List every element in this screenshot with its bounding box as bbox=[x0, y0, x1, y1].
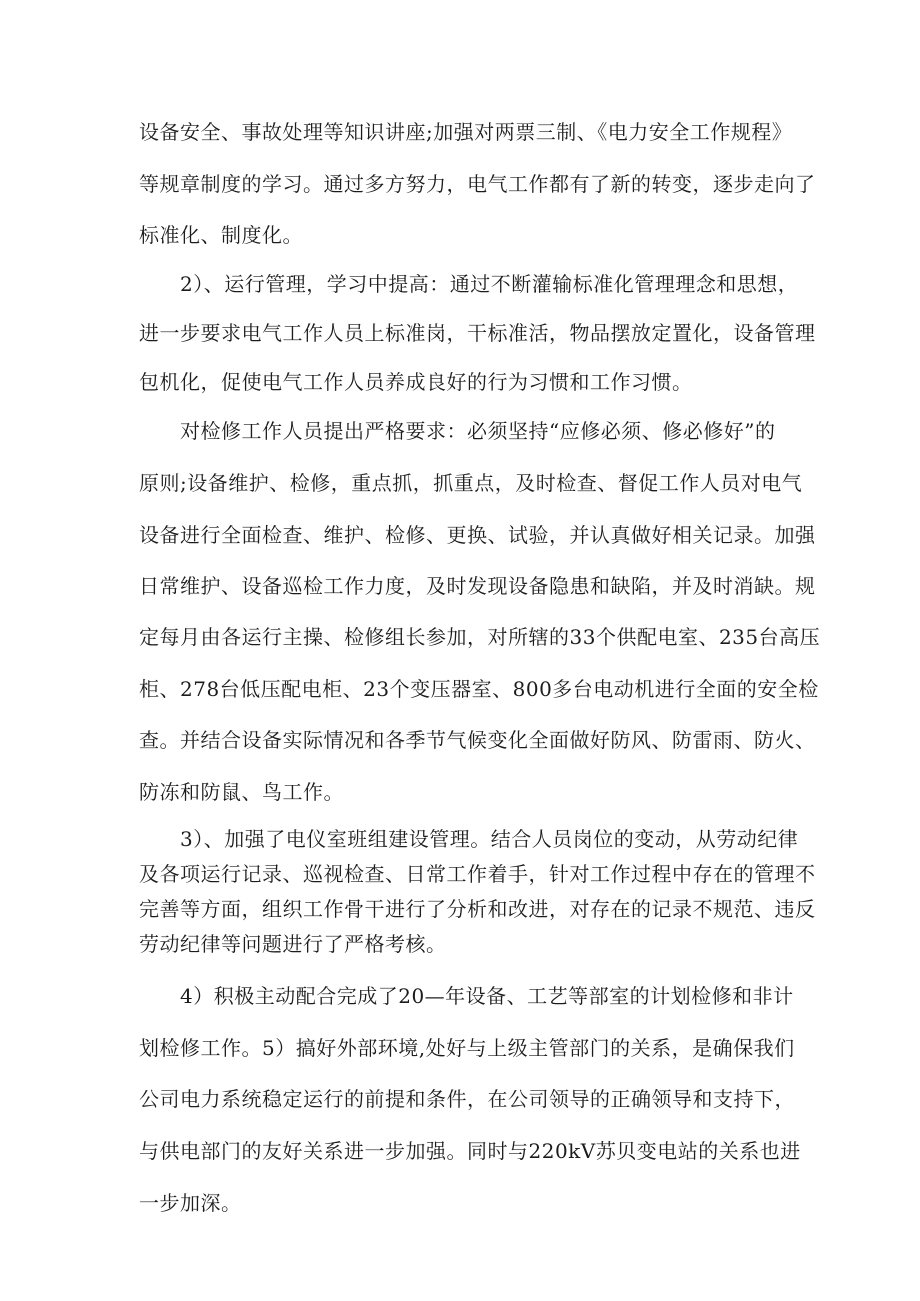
text-line: 包机化，促使电气工作人员养成良好的行为习惯和工作习惯。 bbox=[139, 370, 693, 394]
text-line: 防冻和防鼠、鸟工作。 bbox=[139, 780, 344, 804]
text-line: 标准化、制度化。 bbox=[139, 223, 303, 247]
text-line: 4）积极主动配合完成了20—年设备、工艺等部室的计划检修和非计 bbox=[180, 984, 794, 1008]
text-line: 划检修工作。5）搞好外部环境,处好与上级主管部门的关系，是确保我们 bbox=[139, 1036, 795, 1060]
text-line: 2）、运行管理，学习中提高：通过不断灌输标准化管理理念和思想， bbox=[180, 272, 799, 296]
text-line: 进一步要求电气工作人员上标准岗，干标准活，物品摆放定置化，设备管理 bbox=[139, 321, 816, 345]
text-line: 完善等方面，组织工作骨干进行了分析和改进，对存在的记录不规范、违反 bbox=[139, 897, 816, 921]
text-line: 及各项运行记录、巡视检查、日常工作着手，针对工作过程中存在的管理不 bbox=[139, 862, 816, 886]
text-line: 一步加深。 bbox=[139, 1191, 242, 1215]
text-line: 定每月由各运行主操、检修组长参加，对所辖的33个供配电室、235台高压 bbox=[139, 625, 821, 649]
text-line: 与供电部门的友好关系进一步加强。同时与220kV苏贝变电站的关系也进 bbox=[139, 1139, 801, 1163]
text-line: 劳动纪律等问题进行了严格考核。 bbox=[139, 932, 447, 956]
text-line: 柜、278台低压配电柜、23个变压器室、800多台电动机进行全面的安全检 bbox=[139, 677, 819, 701]
text-line: 等规章制度的学习。通过多方努力，电气工作都有了新的转变，逐步走向了 bbox=[139, 172, 816, 196]
text-line: 查。并结合设备实际情况和各季节气候变化全面做好防风、防雷雨、防火、 bbox=[139, 728, 816, 752]
text-line: 公司电力系统稳定运行的前提和条件，在公司领导的正确领导和支持下， bbox=[139, 1087, 795, 1111]
text-line: 设备进行全面检查、维护、检修、更换、试验，并认真做好相关记录。加强 bbox=[139, 523, 816, 547]
text-line: 设备安全、事故处理等知识讲座;加强对两票三制、《电力安全工作规程》 bbox=[139, 120, 793, 144]
text-line: 原则;设备维护、检修，重点抓，抓重点，及时检查、督促工作人员对电气 bbox=[139, 471, 803, 495]
text-line: 对检修工作人员提出严格要求：必须坚持“应修必须、修必修好”的 bbox=[180, 419, 776, 443]
text-line: 日常维护、设备巡检工作力度，及时发现设备隐患和缺陷，并及时消缺。规 bbox=[139, 574, 816, 598]
text-line: 3）、加强了电仪室班组建设管理。结合人员岗位的变动，从劳动纪律 bbox=[180, 827, 799, 851]
